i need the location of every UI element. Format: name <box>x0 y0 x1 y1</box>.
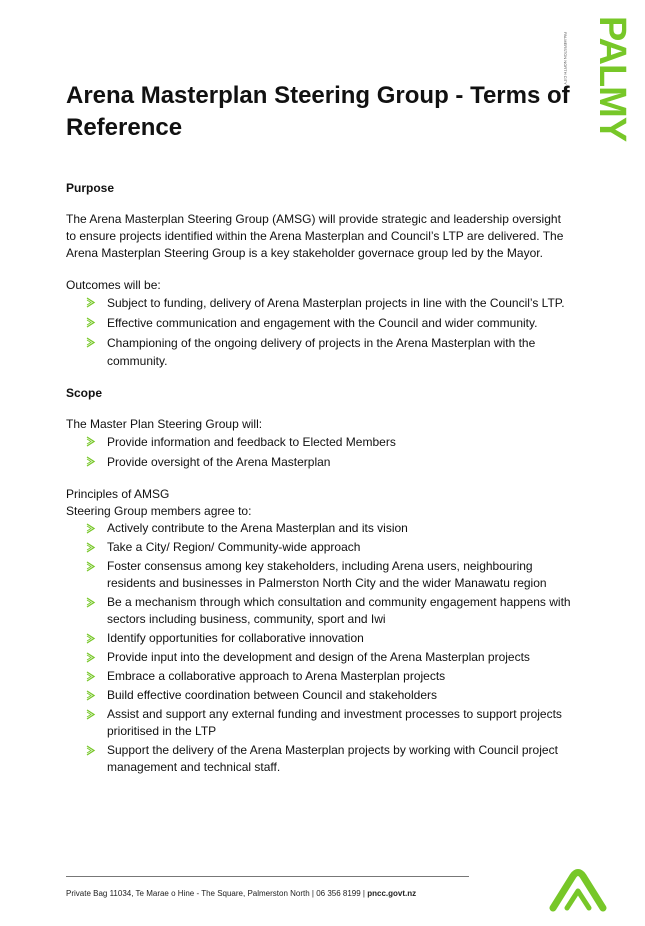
list-item-text: Assist and support any external funding and investment processes to support projects prioritised in the LTP <box>107 707 562 738</box>
list-item-text: Identify opportunities for collaborative innovation <box>107 631 364 645</box>
chevron-right-icon <box>86 597 95 608</box>
scope-list <box>66 433 571 471</box>
list-item-text: Actively contribute to the Arena Masterplan and its vision <box>107 521 408 535</box>
list-item-text: Take a City/ Region/ Community-wide approach <box>107 540 361 554</box>
list-item <box>66 539 571 556</box>
page-title: Arena Masterplan Steering Group - Terms of Reference <box>66 82 570 141</box>
purpose-paragraph: The Arena Masterplan Steering Group (AMSG) will provide strategic and leadership oversight to ensure projects identified within the Arena Masterplan and Council’s LTP are delivered. The Arena Masterplan Steering Group is a key stakeholder governace group led by the Mayor. <box>66 212 564 260</box>
scope-lead: The Master Plan Steering Group will: <box>66 417 263 431</box>
principles-heading: Principles of AMSG <box>66 487 170 501</box>
footer-divider <box>66 876 469 877</box>
list-item-text: Championing of the ongoing delivery of projects in the Arena Masterplan with the community. <box>107 336 536 368</box>
chevron-right-icon <box>86 690 95 701</box>
list-item <box>66 687 571 704</box>
footer-address: Private Bag 11034, Te Marae o Hine - The Square, Palmerston North | 06 356 8199 | <box>66 889 368 898</box>
list-item <box>66 294 571 312</box>
list-item <box>66 558 571 592</box>
chevron-right-icon <box>86 456 95 467</box>
list-item-text: Be a mechanism through which consultation and community engagement happens with sectors including business, community, sport and Iwi <box>107 595 571 626</box>
list-item-text: Provide input into the development and design of the Arena Masterplan projects <box>107 650 530 664</box>
city-name-logo-text <box>562 32 572 85</box>
chevron-right-icon <box>86 745 95 756</box>
outcomes-list <box>66 294 571 370</box>
list-item <box>66 630 571 647</box>
chevron-right-icon <box>86 542 95 553</box>
chevron-right-icon <box>86 523 95 534</box>
list-item <box>66 742 571 776</box>
list-item-text: Embrace a collaborative approach to Arena Masterplan projects <box>107 669 446 683</box>
footer-website-link[interactable]: pncc.govt.nz <box>367 889 417 898</box>
list-item <box>66 520 571 537</box>
palmy-logo-text: PALMY <box>591 16 633 142</box>
footer-contact <box>66 889 416 898</box>
chevron-right-icon <box>86 317 95 328</box>
list-item <box>66 334 571 370</box>
purpose-heading: Purpose <box>66 181 115 195</box>
list-item-text: Provide oversight of the Arena Masterplan <box>107 455 331 469</box>
city-name-text: PALMERSTON NORTH CITY <box>563 32 568 85</box>
principles-list <box>66 520 571 776</box>
chevron-right-icon <box>86 671 95 682</box>
list-item-text: Subject to funding, delivery of Arena Masterplan projects in line with the Council’s LTP. <box>107 296 565 310</box>
palmy-chevron-logo-icon <box>549 868 607 918</box>
outcomes-lead: Outcomes will be: <box>66 278 161 292</box>
list-item-text: Effective communication and engagement with the Council and wider community. <box>107 316 538 330</box>
document-body <box>66 180 571 791</box>
chevron-right-icon <box>86 297 95 308</box>
list-item <box>66 314 571 332</box>
list-item-text: Foster consensus among key stakeholders, including Arena users, neighbouring residents and businesses in Palmerston North City and the wider Manawatu region <box>107 559 547 590</box>
list-item <box>66 453 571 471</box>
list-item-text: Provide information and feedback to Elected Members <box>107 435 396 449</box>
chevron-right-icon <box>86 337 95 348</box>
list-item <box>66 594 571 628</box>
chevron-right-icon <box>86 561 95 572</box>
chevron-right-icon <box>86 633 95 644</box>
list-item-text: Build effective coordination between Council and stakeholders <box>107 688 437 702</box>
list-item <box>66 433 571 451</box>
chevron-right-icon <box>86 709 95 720</box>
list-item <box>66 706 571 740</box>
list-item <box>66 649 571 666</box>
scope-heading: Scope <box>66 386 103 400</box>
list-item-text: Support the delivery of the Arena Masterplan projects by working with Council project management and technical staff. <box>107 743 558 774</box>
list-item <box>66 668 571 685</box>
chevron-right-icon <box>86 652 95 663</box>
chevron-right-icon <box>86 436 95 447</box>
principles-lead: Steering Group members agree to: <box>66 504 252 518</box>
